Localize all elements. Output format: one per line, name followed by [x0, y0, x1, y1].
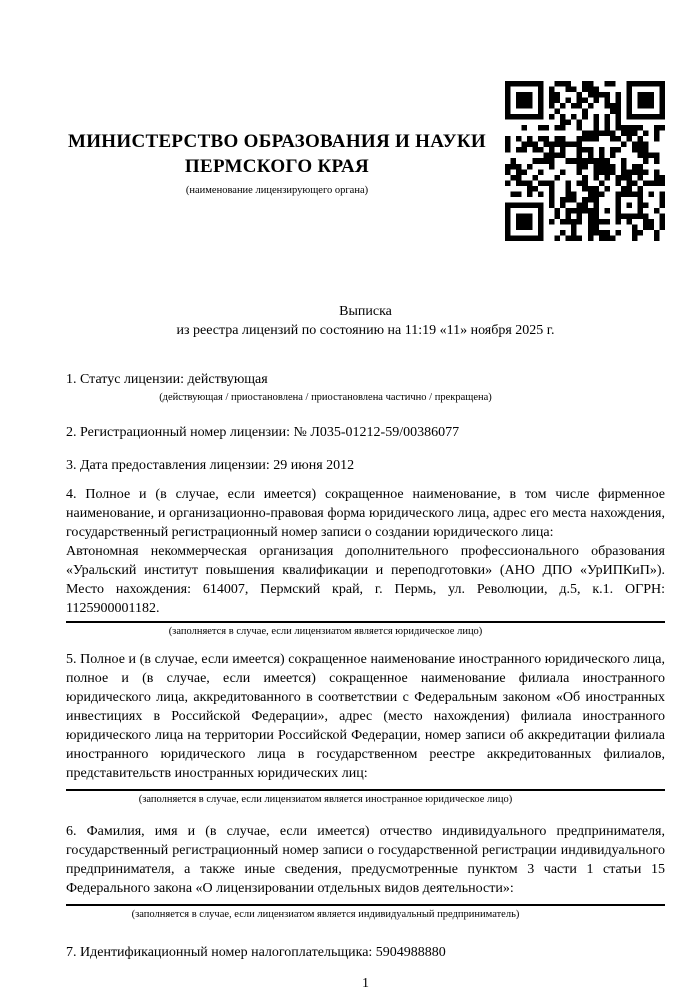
ministry-caption: (наименование лицензирующего органа) — [185, 185, 369, 196]
legal-entity-answer: Автономная некоммерческая организация дополнительного профессионального образования «Уральский институт повышения квалификации и переподготовки» (АНО ДПО «УрИПКиП»). Место нахождения: 614007, Пермский край, г. Пермь, ул. Революции, д.5, к.1. ОГРН: 1125900001182. — [66, 544, 665, 616]
legal-entity-underline — [66, 621, 665, 623]
individual-entrepreneur-note: (заполняется в случае, если лицензиатом является индивидуальный предприниматель) — [131, 909, 520, 920]
page-number: 1 — [362, 976, 369, 989]
license-status-text: 1. Статус лицензии: действующая — [66, 372, 268, 387]
foreign-entity-note: (заполняется в случае, если лицензиатом является иностранное юридическое лицо) — [138, 794, 513, 805]
item-license-status — [66, 370, 665, 404]
ministry-name-line2: ПЕРМСКОГО КРАЯ — [184, 156, 370, 177]
item-taxpayer-number — [66, 943, 665, 962]
legal-entity-question: 4. Полное и (в случае, если имеется) сокращенное наименование, в том числе фирменное наименование, и организационно-правовая форма юридического лица, адрес его места нахождения, государственный регистрационный номер записи о создании юридического лица: — [66, 487, 665, 540]
qr-code-icon — [505, 81, 665, 241]
item-individual-entrepreneur — [66, 822, 665, 921]
licensing-authority-header — [40, 129, 514, 197]
document-body — [66, 302, 665, 989]
grant-date-text: 3. Дата предоставления лицензии: 29 июня 2012 — [66, 458, 355, 473]
document-title-line1: Выписка — [339, 304, 392, 319]
ministry-name-line1: МИНИСТЕРСТВО ОБРАЗОВАНИЯ И НАУКИ — [67, 131, 487, 152]
taxpayer-number-text: 7. Идентификационный номер налогоплательщика: 5904988880 — [66, 945, 446, 960]
item-grant-date — [66, 456, 665, 475]
legal-entity-note: (заполняется в случае, если лицензиатом является юридическое лицо) — [168, 626, 483, 637]
registration-number-text: 2. Регистрационный номер лицензии: № Л035-01212-59/00386077 — [66, 425, 460, 440]
individual-entrepreneur-underline — [66, 904, 665, 906]
foreign-entity-underline — [66, 789, 665, 791]
item-registration-number — [66, 423, 665, 442]
document-title-line2: из реестра лицензий по состоянию на 11:19 «11» ноября 2025 г. — [176, 323, 555, 338]
license-status-note: (действующая / приостановлена / приостановлена частично / прекращена) — [159, 392, 492, 403]
item-foreign-entity — [66, 650, 665, 806]
individual-entrepreneur-question: 6. Фамилия, имя и (в случае, если имеется) отчество индивидуального предпринимателя, государственный регистрационный номер записи о государственной регистрации индивидуального предпринимателя, а также иные сведения, предусмотренные пунктом 3 части 1 статьи 15 Федерального закона «О лицензировании отдельных видов деятельности»: — [66, 824, 665, 896]
qr-code-image — [505, 81, 665, 241]
item-legal-entity — [66, 485, 665, 638]
document-title — [66, 302, 665, 340]
foreign-entity-question: 5. Полное и (в случае, если имеется) сокращенное наименование иностранного юридического лица, полное и (в случае, если имеется) сокращенное наименование филиала иностранного юридического лица, аккредитованного в соответствии с Федеральным законом «Об иностранных инвестициях в Российской Федерации», адрес (место нахождения) филиала иностранного юридического лица на территории Российской Федерации, номер записи об аккредитации филиала иностранного юридического лица в государственном реестре аккредитованных филиалов, представительств иностранных юридических лиц: — [66, 652, 665, 781]
